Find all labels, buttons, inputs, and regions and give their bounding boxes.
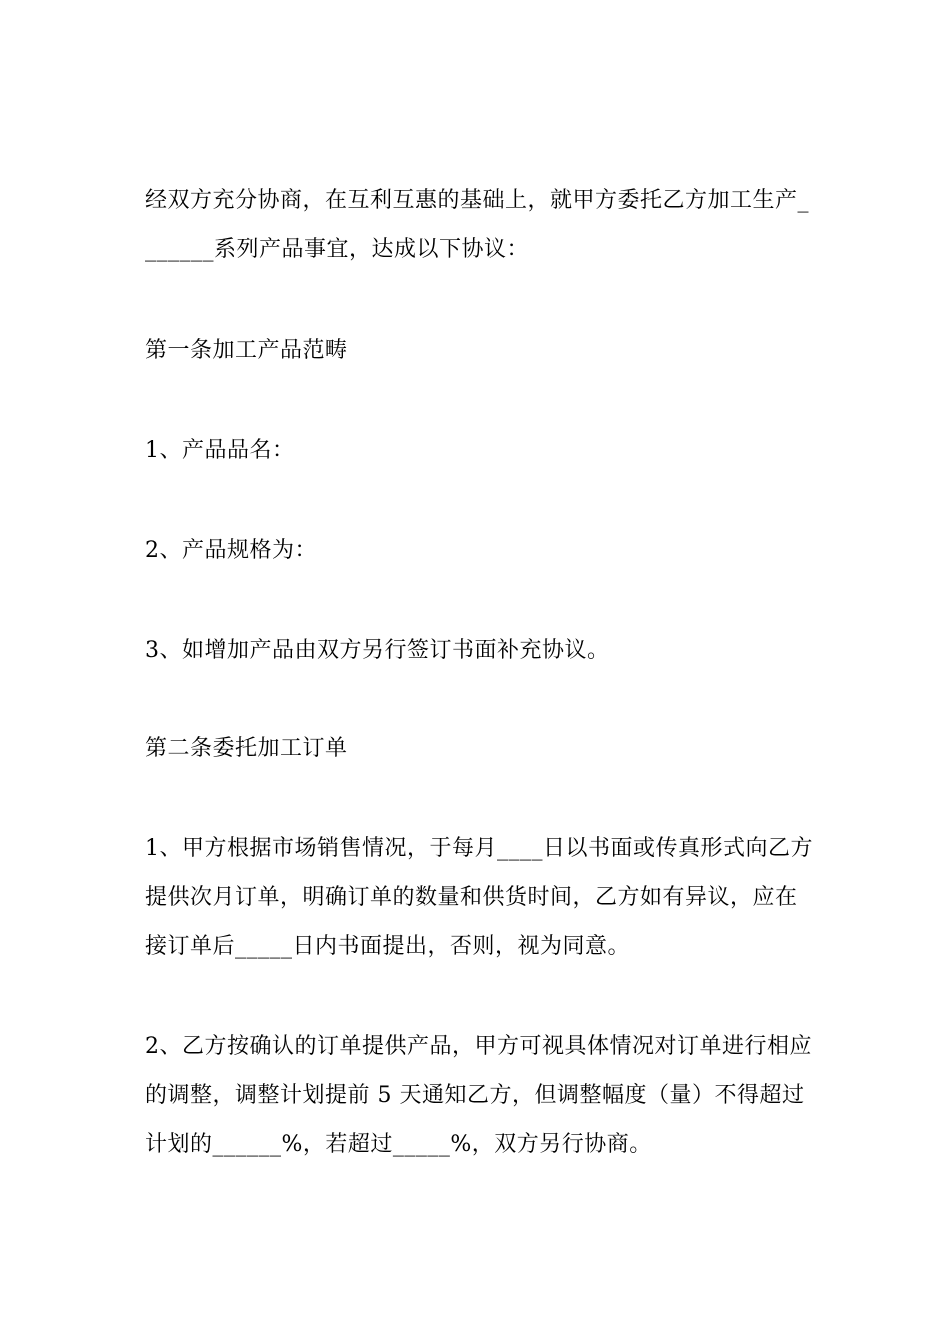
- article1-item-3-text: 3、如增加产品由双方另行签订书面补充协议。: [145, 638, 610, 663]
- intro-line-1: 经双方充分协商，在互利互惠的基础上，就甲方委托乙方加工生产_: [145, 188, 810, 213]
- article2-item-2: [145, 1022, 810, 1169]
- intro-paragraph: [145, 176, 810, 274]
- article2-item-1: [145, 824, 813, 971]
- article2-heading-text: 第二条委托加工订单: [145, 736, 348, 761]
- article2-item-2-line-3: 计划的______%，若超过_____%，双方另行协商。: [145, 1132, 652, 1157]
- article2-heading: [145, 724, 810, 773]
- article2-item-1-line-2: 提供次月订单，明确订单的数量和供货时间，乙方如有异议，应在: [145, 885, 798, 910]
- article1-item-2-text: 2、产品规格为：: [145, 538, 317, 563]
- article1-heading: [145, 326, 810, 375]
- article2-item-2-line-2: 的调整，调整计划提前 5 天通知乙方，但调整幅度（量）不得超过: [145, 1083, 805, 1108]
- intro-line-2: ______系列产品事宜，达成以下协议：: [145, 237, 530, 262]
- article1-item-2: [145, 526, 810, 575]
- article1-heading-text: 第一条加工产品范畴: [145, 338, 348, 363]
- article2-item-1-line-1: 1、甲方根据市场销售情况，于每月____日以书面或传真形式向乙方: [145, 836, 813, 861]
- article2-item-2-line-1: 2、乙方按确认的订单提供产品，甲方可视具体情况对订单进行相应: [145, 1034, 812, 1059]
- article1-item-3: [145, 626, 810, 675]
- article1-item-1-text: 1、产品品名：: [145, 438, 295, 463]
- article1-item-1: [145, 426, 810, 475]
- article2-item-1-line-3: 接订单后_____日内书面提出，否则，视为同意。: [145, 934, 631, 959]
